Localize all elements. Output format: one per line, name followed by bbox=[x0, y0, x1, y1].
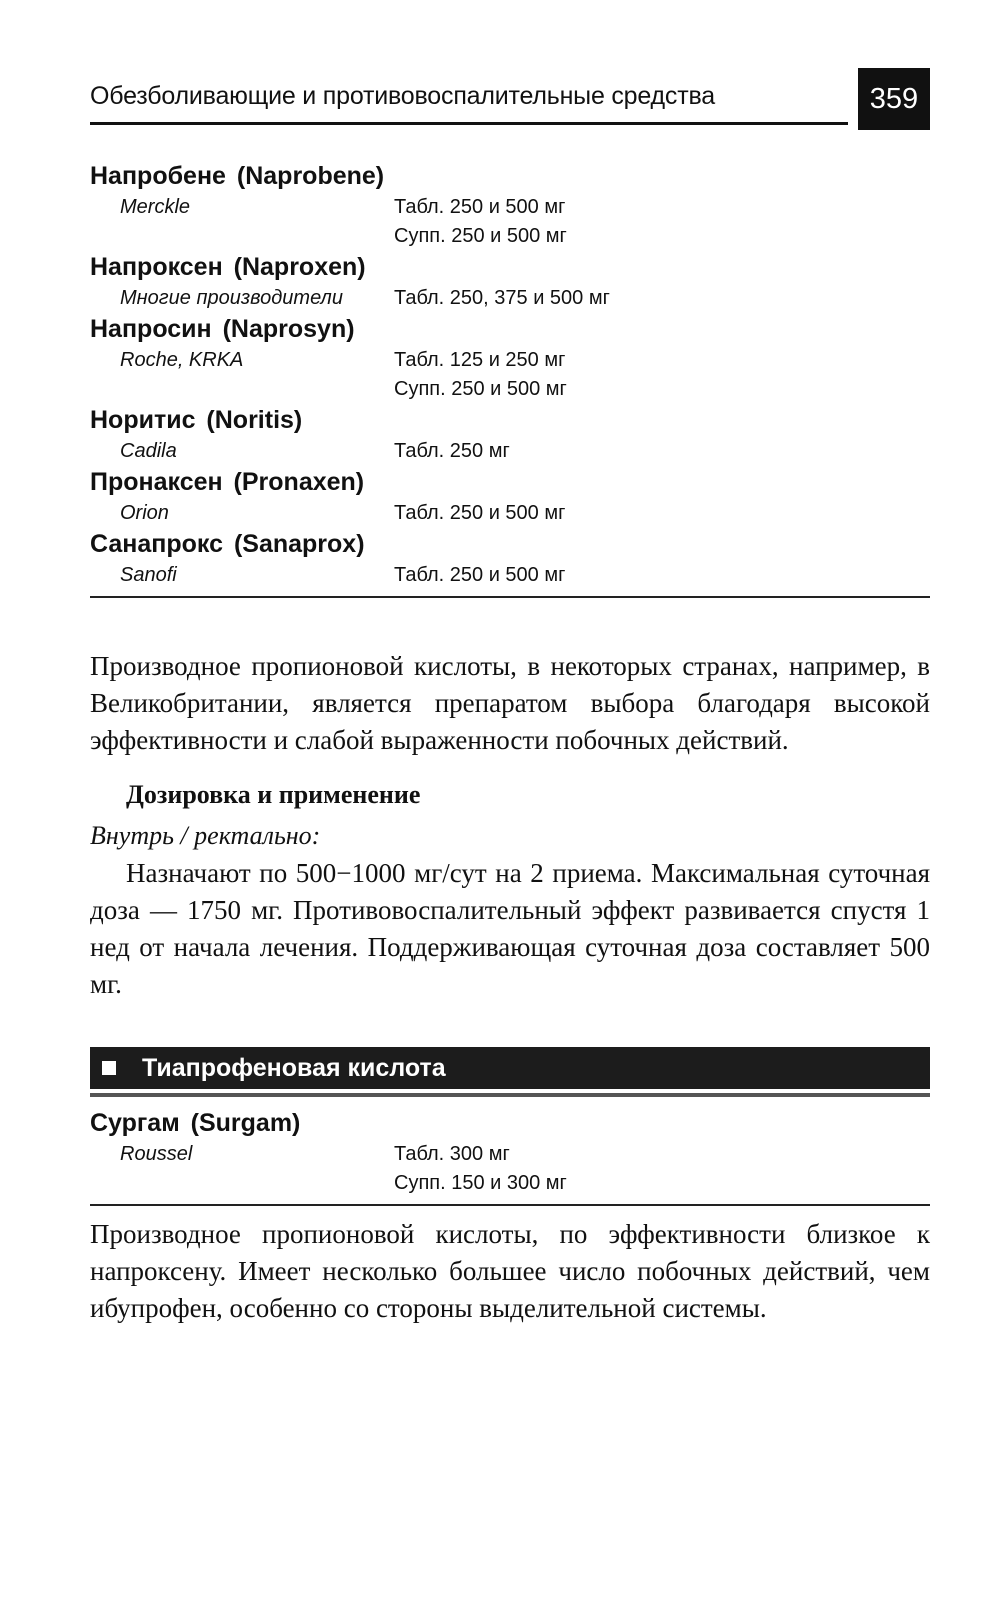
drug-form: Табл. 300 мг bbox=[394, 1143, 510, 1165]
drug-name: Санапрокс (Sanaprox) bbox=[90, 530, 365, 558]
drug-forms bbox=[394, 499, 565, 528]
drug-entry bbox=[90, 313, 930, 404]
drug-maker: Roussel bbox=[120, 1143, 193, 1165]
drug-entry bbox=[90, 528, 930, 590]
naproxen-drug-list bbox=[90, 160, 930, 598]
drug-forms bbox=[394, 437, 510, 466]
drug-maker: Orion bbox=[120, 502, 169, 524]
drug-name: Сургам (Surgam) bbox=[90, 1109, 301, 1137]
square-bullet-icon bbox=[102, 1061, 116, 1075]
drug-forms bbox=[394, 284, 610, 313]
drug-forms bbox=[394, 561, 565, 590]
section-title: Тиапрофеновая кислота bbox=[142, 1053, 446, 1082]
drug-form: Супп. 250 и 500 мг bbox=[394, 225, 567, 247]
drug-form: Табл. 250, 375 и 500 мг bbox=[394, 287, 610, 309]
drug-entry bbox=[90, 404, 930, 466]
dosage-heading: Дозировка и применение bbox=[126, 780, 421, 809]
running-head bbox=[90, 68, 930, 130]
drug-entry bbox=[90, 251, 930, 313]
drug-name: Пронаксен (Pronaxen) bbox=[90, 468, 365, 496]
drug-name: Напроксен (Naproxen) bbox=[90, 253, 366, 281]
running-title: Обезболивающие и противовоспалительные средства bbox=[90, 82, 715, 110]
drug-maker: Merckle bbox=[120, 196, 191, 218]
drug-entry bbox=[90, 1107, 930, 1198]
drug-maker: Cadila bbox=[120, 440, 177, 462]
drug-form: Супп. 150 и 300 мг bbox=[394, 1172, 567, 1194]
drug-name: Напробене (Naprobene) bbox=[90, 162, 385, 190]
page-number: 359 bbox=[858, 68, 930, 130]
drug-forms bbox=[394, 1140, 567, 1198]
drug-form: Табл. 250 и 500 мг bbox=[394, 564, 566, 586]
drug-maker: Многие производители bbox=[120, 287, 343, 309]
book-page bbox=[90, 68, 930, 1327]
drug-entry bbox=[90, 466, 930, 528]
drug-form: Табл. 250 и 500 мг bbox=[394, 196, 566, 218]
tiaprofenic-drug-list bbox=[90, 1107, 930, 1206]
drug-forms bbox=[394, 346, 567, 404]
drug-maker: Sanofi bbox=[120, 564, 177, 586]
dosage-text: Назначают по 500−1000 мг/сут на 2 приема. Максимальная суточная доза — 1750 мг. Противовоспалительный эффект развивается спустя 1 нед от начала лечения. Поддерживающая суточная доза составляет 500 мг. bbox=[90, 858, 930, 999]
drug-name: Норитис (Noritis) bbox=[90, 406, 303, 434]
drug-form: Табл. 250 мг bbox=[394, 440, 510, 462]
drug-form: Табл. 250 и 500 мг bbox=[394, 502, 566, 524]
dosage-route: Внутрь / ректально: bbox=[90, 821, 321, 850]
tiaprofenic-description: Производное пропионовой кислоты, по эффективности близкое к напроксену. Имеет несколько большее число побочных действий, чем ибупрофен, особенно со стороны выделительной системы. bbox=[90, 1219, 930, 1323]
drug-name: Напросин (Naprosyn) bbox=[90, 315, 355, 343]
section-header bbox=[90, 1047, 930, 1093]
drug-maker: Roche, KRKA bbox=[120, 349, 244, 371]
drug-forms bbox=[394, 193, 567, 251]
drug-entry bbox=[90, 160, 930, 251]
naproxen-description: Производное пропионовой кислоты, в некоторых странах, например, в Великобритании, является препаратом выбора благодаря высокой эффективности и слабой выраженности побочных действий. bbox=[90, 651, 930, 755]
drug-form: Супп. 250 и 500 мг bbox=[394, 378, 567, 400]
drug-form: Табл. 125 и 250 мг bbox=[394, 349, 566, 371]
header-rule bbox=[90, 122, 848, 125]
